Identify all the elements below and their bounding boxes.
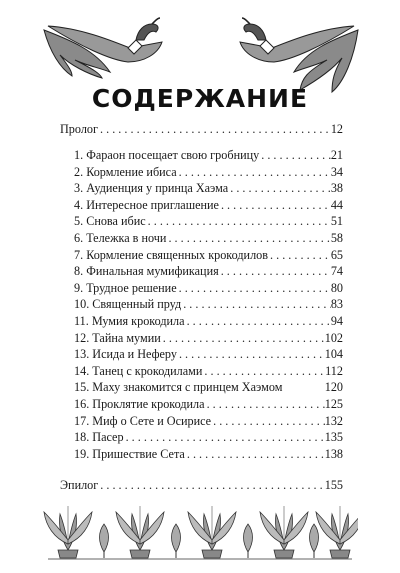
dot-leader <box>146 214 331 229</box>
toc-entry-chapter[interactable] <box>60 181 343 197</box>
toc-entry-page: 51 <box>330 214 343 229</box>
toc-entry-label: 9. Трудное решение <box>74 280 177 295</box>
toc-entry-chapter[interactable] <box>60 397 343 413</box>
toc-entry-chapter[interactable] <box>60 264 343 280</box>
toc-entry-label: Пролог <box>60 122 99 136</box>
toc-entry-page: 125 <box>324 397 343 411</box>
toc-entry-page: 83 <box>330 297 343 312</box>
toc-entry-label: 2. Кормление ибиса <box>74 164 177 179</box>
toc-entry-label: 11. Мумия крокодила <box>74 314 185 328</box>
toc-entry-chapter[interactable] <box>60 165 343 181</box>
toc-entry-chapter[interactable] <box>60 430 343 446</box>
toc-entry-chapter[interactable] <box>60 214 343 230</box>
toc-entry-prologue[interactable] <box>60 122 343 138</box>
toc-entry-epilogue[interactable] <box>60 478 343 494</box>
toc-entry-chapter[interactable] <box>60 281 343 297</box>
dot-leader <box>177 165 331 180</box>
toc-entry-chapter[interactable] <box>60 248 343 264</box>
toc-entry-label: 19. Пришествие Сета <box>74 446 185 461</box>
toc-entry-label: 6. Тележка в ночи <box>74 231 167 245</box>
page-title: СОДЕРЖАНИЕ <box>91 84 309 113</box>
dot-leader <box>228 181 331 196</box>
lotus-ornament-icon <box>42 500 358 562</box>
toc-entry-page: 38 <box>330 181 343 196</box>
dot-leader <box>181 297 331 312</box>
toc-entry-page: 34 <box>330 164 343 179</box>
toc-entry-label: 13. Исида и Неферу <box>74 347 177 362</box>
dot-leader <box>219 264 331 279</box>
toc-entry-label: 5. Снова ибис <box>74 214 146 229</box>
toc-entry-label: 17. Миф о Сете и Осирисе <box>74 413 212 428</box>
dot-leader <box>124 430 325 445</box>
toc-entry-label: 15. Маху знакомится с принцем Хаэмом <box>74 380 283 395</box>
toc-entry-page: 112 <box>325 363 343 378</box>
ibis-bird-icon <box>40 10 180 80</box>
toc-entry-page: 74 <box>330 264 343 279</box>
toc-entry-label: 16. Проклятие крокодила <box>74 397 205 411</box>
toc-entry-label: 4. Интересное приглашение <box>74 197 219 212</box>
toc-entry-page: 21 <box>330 148 343 162</box>
toc-entry-chapter[interactable] <box>60 331 343 347</box>
dot-leader <box>161 331 325 346</box>
dot-leader <box>185 447 325 462</box>
toc-entry-chapter[interactable] <box>60 414 343 430</box>
toc-entry-label: 10. Священный пруд <box>74 297 182 312</box>
dot-leader <box>98 122 331 137</box>
toc-entry-page: 138 <box>324 446 343 461</box>
dot-leader <box>185 314 331 329</box>
dot-leader <box>177 347 325 362</box>
toc-entry-label: 18. Пасер <box>74 430 124 445</box>
toc-entry-chapter[interactable] <box>60 148 343 164</box>
toc-entry-chapter[interactable] <box>60 447 343 463</box>
toc-entry-label: 1. Фараон посещает свою гробницу <box>74 148 260 162</box>
toc-entry-chapter[interactable] <box>60 314 343 330</box>
dot-leader <box>202 364 325 379</box>
toc-entry-chapter[interactable] <box>60 347 343 363</box>
toc-entry-chapter[interactable] <box>60 364 343 380</box>
dot-leader <box>259 148 331 163</box>
toc-entry-page: 80 <box>330 280 343 295</box>
toc-entry-page: 65 <box>330 247 343 262</box>
dot-leader <box>219 198 331 213</box>
dot-leader <box>205 397 325 412</box>
toc-entry-page: 104 <box>324 347 343 362</box>
dot-leader <box>177 281 331 296</box>
toc-entry-page: 155 <box>324 478 343 492</box>
toc-entry-page: 102 <box>324 330 343 345</box>
toc-entry-chapter[interactable] <box>60 231 343 247</box>
toc-entry-label: 3. Аудиенция у принца Хаэма <box>74 181 229 196</box>
toc-entry-chapter[interactable] <box>60 198 343 214</box>
dot-leader <box>211 414 325 429</box>
toc-entry-page: 94 <box>330 314 343 328</box>
dot-leader <box>98 478 324 493</box>
toc-entry-label: 8. Финальная мумификация <box>74 264 219 279</box>
toc-entry-page: 12 <box>330 122 343 136</box>
toc-entry-page: 135 <box>324 430 343 445</box>
toc-entry-page: 58 <box>330 231 343 245</box>
toc-entry-page: 120 <box>324 380 343 395</box>
toc-entry-label: 7. Кормление священных крокодилов <box>74 247 268 262</box>
toc-entry-page: 132 <box>324 413 343 428</box>
toc-entry-label: Эпилог <box>60 478 99 492</box>
toc-entry-page: 44 <box>330 197 343 212</box>
dot-leader <box>166 231 330 246</box>
toc-entry-chapter[interactable] <box>60 297 343 313</box>
toc-entry-label: 14. Танец с крокодилами <box>74 363 203 378</box>
dot-leader <box>268 248 331 263</box>
toc-entry-chapter[interactable] <box>60 380 343 396</box>
toc-entry-label: 12. Тайна мумии <box>74 330 161 345</box>
